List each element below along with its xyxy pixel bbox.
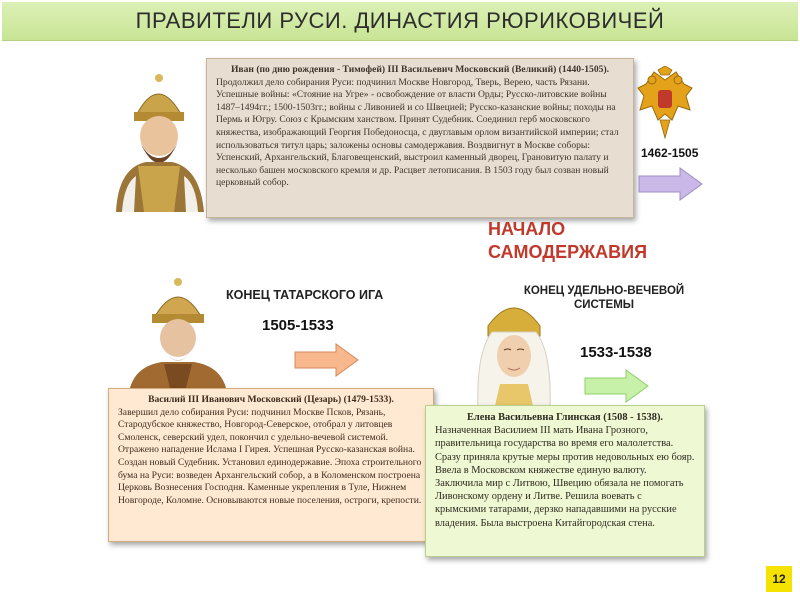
- ivan-heading: Иван (по дню рождения - Тимофей) III Васильевич Московский (Великий) (1440-1505).: [230, 64, 610, 75]
- double-headed-eagle-icon: [636, 66, 694, 142]
- elena-caption: КОНЕЦ УДЕЛЬНО-ВЕЧЕВОЙ СИСТЕМЫ: [523, 285, 685, 311]
- elena-portrait: [464, 292, 564, 410]
- vasily-years: 1505-1533: [262, 317, 334, 334]
- ivan-arrow: [638, 166, 704, 202]
- elena-card: [425, 405, 705, 557]
- autocracy-caption: НАЧАЛО САМОДЕРЖАВИЯ: [488, 219, 648, 262]
- vasily-card: [108, 388, 434, 542]
- elena-body: Назначенная Василием III мать Ивана Грозного, правительница государства во время его малолетства. Сразу приняла крутые меры против недовольных ею бояр. Ввела в Московском княжестве единую валюту. Заключила мир с Литвою, Швецию обязала не помогать Ливонскому ордену и Литве. Решила воевать с крымскими татарами, дерзко нападавшими на русские владения. Была выстроена Китайгородская стена.: [435, 425, 695, 529]
- vasily-heading: Василий III Иванович Московский (Цезарь) (1479-1533).: [148, 394, 394, 405]
- page-title: ПРАВИТЕЛИ РУСИ. ДИНАСТИЯ РЮРИКОВИЧЕЙ: [135, 8, 665, 33]
- title-bar: [2, 2, 798, 41]
- elena-years: 1533-1538: [580, 344, 652, 361]
- vasily-arrow: [294, 342, 360, 378]
- elena-heading: Елена Васильевна Глинская (1508 - 1538).: [466, 412, 664, 423]
- ivan-portrait: [108, 66, 210, 212]
- ivan-years: 1462-1505: [641, 146, 699, 160]
- vasily-portrait: [124, 276, 232, 388]
- ivan-body: Продолжил дело собирания Руси: подчинил Москве Новгород, Тверь, Верею, часть Рязани. Успешные войны: «Стояние на Угре» - освобождение от власти Орды; Русско-литовские войны 1487–1494гг.; 1500-1503гг.; войны с Ливонией и со Швецией; Русско-казанские войны; походы на Пермь и Югру. Союз с Крымским ханством. Принят Судебник. Соединил герб московского княжества, изображающий Георгия Победоносца, с двуглавым орлом византийской империи; стал использоваться титул царь; заложены основы самодержавия. Воздвигнут в Москве соборы: Успенский, Архангельский, Благовещенский, выстроил каменный дворец, Грановитую палату и несколько башен московского кремля и др. Расцвет летописания. В 1503 году был созван новый церковный собор.: [216, 76, 619, 189]
- ivan-card: [206, 58, 634, 218]
- vasily-body: Завершил дело собирания Руси: подчинил Москве Псков, Рязань, Стародубское княжество, Новгород-Северское, отобрал у литовцев Смоленск, северский удел, покончил с удельно-вечевой системой. Отражено нападение Ислама I Гирея. Успешная Русско-казанская война. Создан новый Судебник. Установил единодержавие. Эпоха строительного бума на Руси: возведен Архангельский собор, а в Коломенском построена Церковь Вознесения Господня. Каменные укрепления в Туле, Нижнем Новгороде, Коломне. Основываются новые поселения, остроги, крепости.: [118, 406, 422, 506]
- vasily-caption: КОНЕЦ ТАТАРСКОГО ИГА: [226, 288, 384, 302]
- elena-arrow: [584, 368, 650, 404]
- page-number-badge: 12: [766, 566, 792, 592]
